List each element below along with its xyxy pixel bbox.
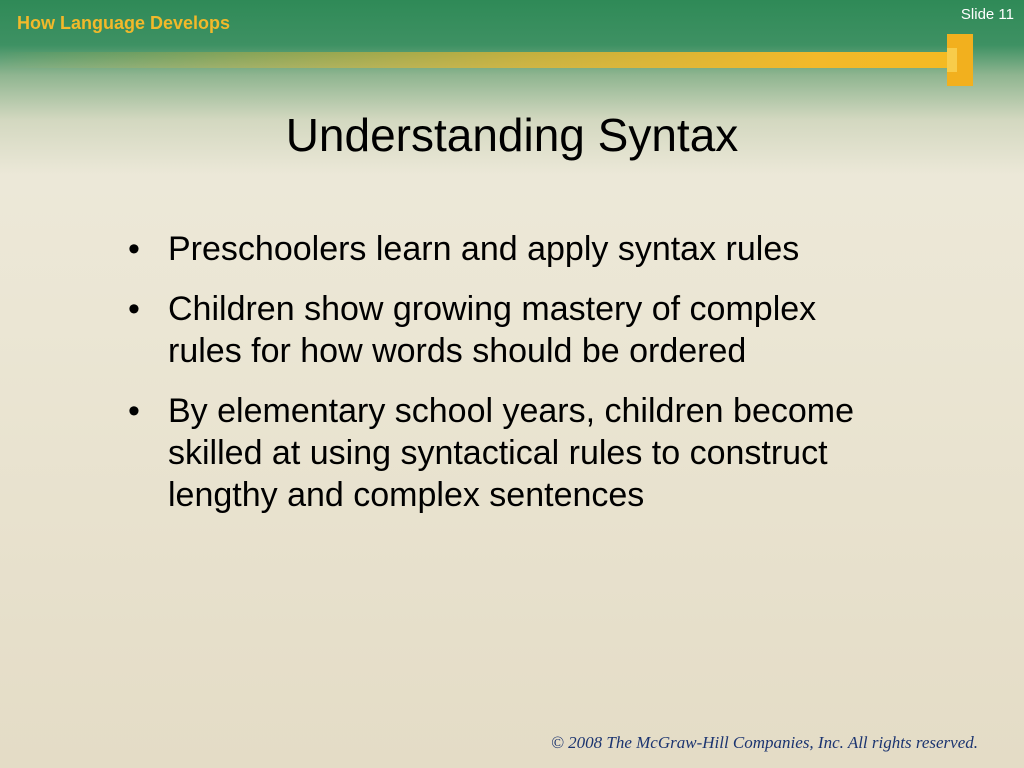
accent-bracket-highlight	[947, 48, 957, 72]
bullet-item	[126, 288, 926, 372]
bullet-list	[126, 228, 926, 534]
accent-bar	[0, 52, 960, 68]
section-title: How Language Develops	[17, 13, 231, 33]
bullet-icon: •	[128, 392, 140, 430]
bullet-icon: •	[128, 230, 140, 268]
bullet-icon: •	[128, 290, 140, 328]
bullet-text: Children show growing mastery of complex rules for how words should be ordered	[168, 290, 817, 370]
copyright-notice: © 2008 The McGraw-Hill Companies, Inc. All rights reserved.	[550, 733, 978, 752]
slide-number: Slide 11	[960, 6, 1014, 23]
slide-title: Understanding Syntax	[285, 109, 739, 161]
bullet-item	[126, 390, 926, 516]
bullet-item	[126, 228, 926, 270]
bullet-text: By elementary school years, children become skilled at using syntactical rules to construct lengthy and complex sentences	[168, 392, 854, 514]
bullet-text: Preschoolers learn and apply syntax rules	[168, 230, 800, 268]
accent-bracket	[947, 34, 973, 86]
